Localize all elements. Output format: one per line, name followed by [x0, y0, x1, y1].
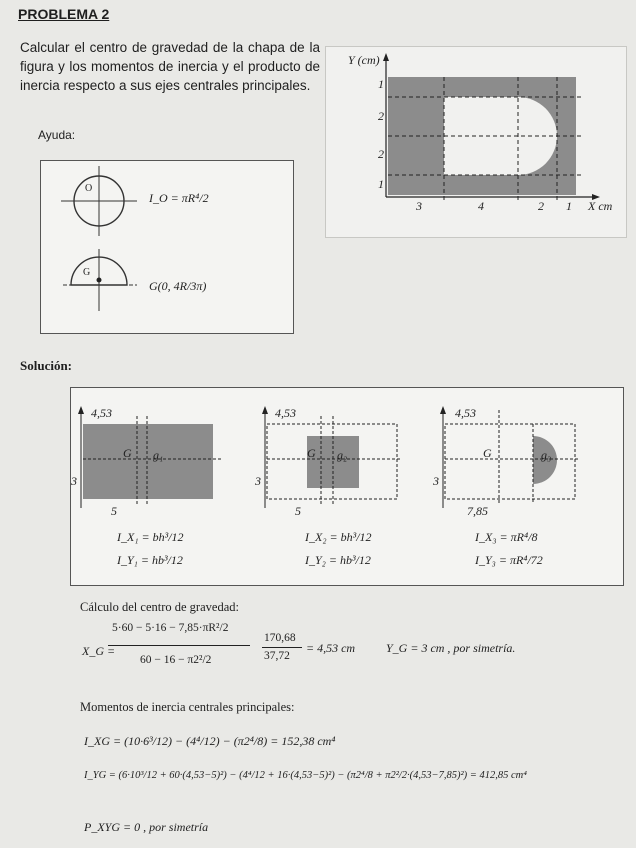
solution-box [70, 387, 624, 586]
y-dim-2: 2 [378, 109, 384, 123]
xg-result-bar [262, 647, 302, 648]
y-dim-4: 1 [378, 177, 384, 191]
iyg-equation: I_YG = (6·10³/12 + 60·(4,53−5)²) − (4⁴/12 + 16·(4,53−5)²) − (π2⁴/8 + π2²/2·(4,53−7,85)²) = 412,85 cm⁴ [84, 770, 527, 781]
part1-formula-y: I_Y₁ = hb³/12 [117, 553, 183, 567]
y-dim-3: 2 [378, 147, 384, 161]
xg-result-den: 37,72 [264, 650, 290, 662]
plate-figure [325, 46, 627, 238]
hint-diagrams [41, 161, 293, 333]
part1-top-label: 4,53 [91, 406, 112, 420]
part2-formula-x: I_X₂ = bh³/12 [305, 530, 372, 544]
hint-box [40, 160, 294, 334]
part3-side-label: 3 [433, 474, 439, 488]
hint-semicircle-formula: G(0, 4R/3π) [149, 279, 207, 293]
part2-side-label: 3 [255, 474, 261, 488]
part2-bottom-label: 5 [295, 504, 301, 518]
part1-formula-x: I_X₁ = bh³/12 [117, 530, 184, 544]
xg-result-num: 170,68 [264, 632, 296, 644]
plate-drawing [326, 47, 626, 237]
y-axis-label: Y (cm) [348, 53, 380, 67]
x-dim-1: 3 [416, 199, 422, 213]
part2-formula-y: I_Y₂ = hb³/12 [305, 553, 371, 567]
hint-circle-label: O [85, 183, 93, 194]
part2-g: G [307, 446, 316, 460]
part2-g-local: g₂ [337, 448, 348, 462]
solution-heading: Solución: [20, 358, 73, 373]
yg-value: Y_G = 3 cm , por simetría. [386, 641, 516, 655]
part3-bottom-label: 7,85 [467, 504, 488, 518]
pxy-equation: P_XYG = 0 , por simetría [84, 820, 209, 834]
hint-label: Ayuda: [38, 128, 76, 142]
hint-circle-formula: I_O = πR⁴/2 [149, 191, 209, 205]
cg-heading: Cálculo del centro de gravedad: [80, 600, 239, 614]
part1-g-local: g₁ [153, 448, 164, 462]
x-axis-label: X cm [588, 199, 613, 213]
moments-heading: Momentos de inercia centrales principales: [80, 700, 295, 714]
part2-top-label: 4,53 [275, 406, 296, 420]
x-dim-3: 2 [538, 199, 544, 213]
part3-g: G [483, 446, 492, 460]
xg-fraction-bar [108, 645, 250, 646]
part3-top-label: 4,53 [455, 406, 476, 420]
xg-numerator: 5·60 − 5·16 − 7,85·πR²/2 [112, 622, 229, 634]
xg-denominator: 60 − 16 − π2²/2 [140, 654, 212, 666]
problem-title: PROBLEMA 2 [18, 6, 110, 22]
part3-formula-x: I_X₃ = πR⁴/8 [475, 530, 538, 544]
y-dim-1: 1 [378, 77, 384, 91]
xg-result: = 4,53 cm [306, 641, 356, 655]
x-dim-4: 1 [566, 199, 572, 213]
x-dim-2: 4 [478, 199, 484, 213]
part1-bottom-label: 5 [111, 504, 117, 518]
ixg-equation: I_XG = (10·6³/12) − (4⁴/12) − (π2⁴/8) = 152,38 cm⁴ [84, 734, 336, 748]
hint-semicircle-label: G [83, 267, 91, 278]
problem-statement: Calcular el centro de gravedad de la chapa de la figura y los momentos de inercia y el producto de inercia respecto a sus ejes centrales principales. [20, 40, 320, 93]
part3-g-local: g₃ [541, 448, 552, 462]
part1-side-label: 3 [71, 474, 77, 488]
part3-formula-y: I_Y₃ = πR⁴/72 [475, 553, 543, 567]
part1-g: G [123, 446, 132, 460]
xg-lhs: X_G = [82, 644, 116, 658]
